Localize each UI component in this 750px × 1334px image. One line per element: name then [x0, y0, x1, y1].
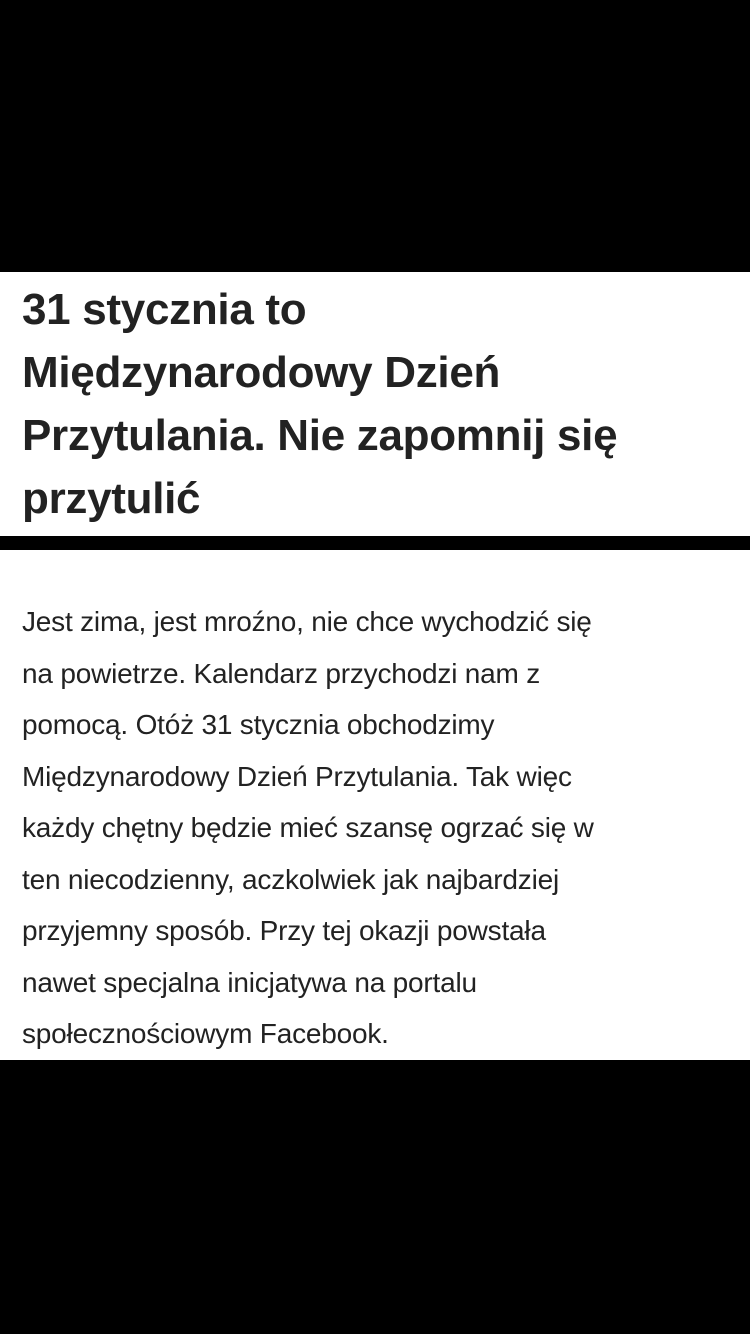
article-body-text: Jest zima, jest mroźno, nie chce wychodzić się na powietrze. Kalendarz przychodzi nam z pomocą. Otóż 31 stycznia obchodzimy Międzynarodowy Dzień Przytulania. Tak więc każdy chętny będzie mieć szansę ogrzać się w ten niecodzienny, aczkolwiek jak najbardziej przyjemny sposób. Przy tej okazji powstała nawet specjalna inicjatywa na portalu społecznościowym Facebook.: [22, 606, 594, 1049]
section-divider: [0, 536, 750, 550]
article-content: [0, 550, 750, 1060]
article-title: 31 stycznia to Międzynarodowy Dzień Przytulania. Nie zapomnij się przytulić: [22, 285, 618, 523]
article-header: [0, 272, 750, 536]
